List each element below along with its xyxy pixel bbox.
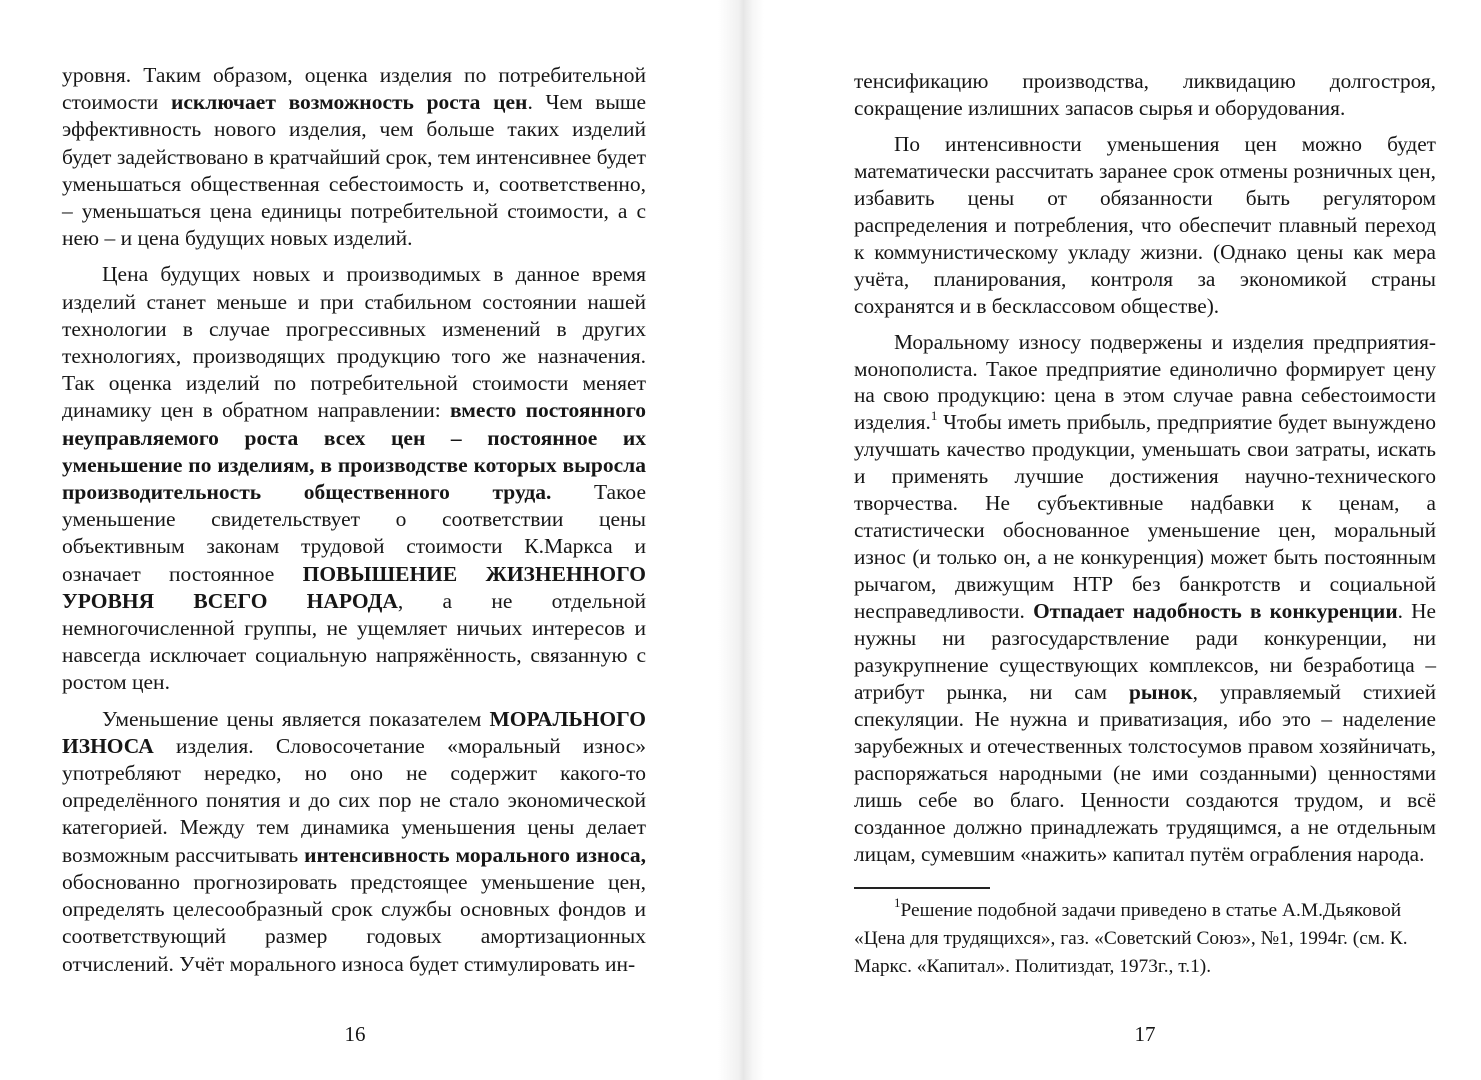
paragraph [62,261,646,696]
paragraph [62,706,646,978]
paragraph [62,62,646,252]
text-run: изделия. Словосочетание «моральный износ» употребляют нередко, но оно не содержит какого-то определённого понятия и до сих пор не стало экономической категорией. Между тем динамика уменьшения цены делает возможным рассчитывать [62,733,646,867]
bold-text: Отпадает надобность в конкуренции [1033,599,1398,624]
footnote-reference: 1 [930,408,938,424]
footnote-text: Решение подобной задачи приведено в статье А.М.Дьяковой «Цена для трудящихся», газ. «Советский Союз», №1, 1994г. (см. К. Маркс. «Капитал». Политиздат, 1973г., т.1). [854,899,1408,978]
text-run: По интенсивности уменьшения цен можно будет математически рассчитать заранее срок отмены розничных цен, избавить цены от обязанности быть регулятором распределения и потребления, что обеспечит плавный переход к коммунистическому укладу жизни. (Однако цены как мера учёта, планирования, контроля за экономикой страны сохранятся и в бесклассовом обществе). [854,131,1436,318]
text-run: Уменьшение цены является показателем [102,706,490,731]
bold-text: МОРАЛЬНОГО ИЗНОСА [62,706,646,758]
text-run: . Не нужны ни разгосударствление ради конкуренции, ни разукрупнение существующих комплексов, ни безработица – атрибут рынка, ни сам [854,599,1436,704]
text-run: тенсификацию производства, ликвидацию долгостроя, сокращение излишних запасов сырья и оборудования. [854,69,1436,120]
text-run: Чтобы иметь прибыль, предприятие будет вынуждено улучшать качество продукции, уменьшать свои затраты, искать и применять лучшие достижения научно-технического творчества. Не субъективные надбавки к ценам, а статистически обоснованное уменьшение цен, моральный износ (и только он, а не конкуренция) может быть постоянным рычагом, движущим НТР без банкротств и социальной несправедливости. [854,410,1436,624]
text-run: , а не отдельной немногочисленной группы, не ущемляет ничьих интересов и навсегда исключает социальную напряжённость, связанную с ростом цен. [62,588,647,695]
text-run: . Чем выше эффективность нового изделия, чем больше таких изделий будет задействовано в кратчайший срок, тем интенсивнее будет уменьшаться общественная себестоимость и, соответственно, – уменьшаться цена единицы потребительной стоимости, а с нею – и цена будущих новых изделий. [62,90,646,251]
right-page [740,0,1481,1080]
text-run: обоснованно прогнозировать предстоящее уменьшение цен, определять целесообразный срок службы основных фондов и соответствующий размер годовых амортизационных отчислений. Учёт морального износа будет стимулировать ин- [62,869,646,976]
text-run: , управляемый стихией спекуляции. Не нужна и приватизация, ибо это – наделение зарубежных и отечественных толстосумов правом хозяйничать, распоряжаться народными (не ими созданными) ценностями лишь себе во благо. Ценности создаются трудом, и всё созданное должно принадлежать трудящимся, а не отдельным лицам, сумевшим «нажить» капитал путём ограбления народа. [854,679,1436,866]
bold-text: ПОВЫШЕНИЕ ЖИЗНЕННОГО УРОВНЯ ВСЕГО НАРОДА [62,561,646,613]
paragraph [854,68,1436,122]
bold-text: вместо постоянного неуправляемого роста всех цен – постоянное их уменьшение по изделиям, в производстве которых выросла производительность общественного труда. [62,398,646,505]
text-run: Цена будущих новых и производимых в данное время изделий станет меньше и при стабильном состоянии нашей технологии в случае прогрессивных изменений в других технологиях, производящих продукцию того же назначения. Так оценка изделий по потребительной стоимости меняет динамику цен в обратном направлении: [62,262,646,423]
left-page-text [62,62,646,978]
footnote-marker: 1 [894,894,901,910]
text-run: уровня. Таким образом, оценка изделия по потребительной стоимости [62,63,646,115]
footnote [854,894,1436,982]
bold-text: интенсивность морального износа, [304,842,646,867]
footnote-text-line [854,894,1436,982]
bold-text: исключает возможность роста цен [170,90,528,115]
right-page-text [854,68,1436,981]
footnote-divider [854,887,990,889]
bold-text: рынок [1129,679,1193,704]
page-number: 17 [1134,1022,1156,1046]
text-run: Такое уменьшение свидетельствует о соответствии цены объективным законам трудовой стоимости К.Маркса и означает постоянное [62,480,646,586]
paragraph [854,329,1436,868]
paragraph [854,131,1436,320]
text-run: Моральному износу подвержены и изделия предприятия-монополиста. Такое предприятие единолично формирует цену на свою продукцию: цена в этом случае равна себестоимости изделия. [854,329,1436,435]
page-number: 16 [344,1022,366,1046]
left-page [0,0,740,1080]
